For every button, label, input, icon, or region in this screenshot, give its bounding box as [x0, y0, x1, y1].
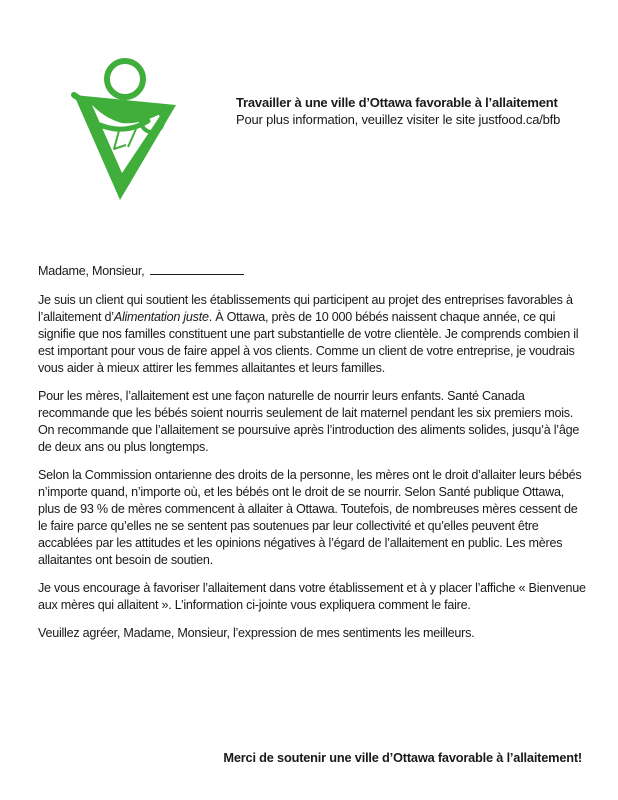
header-block [236, 94, 606, 128]
paragraph-1 [38, 292, 588, 377]
header-title: Travailler à une ville d’Ottawa favorable à l’allaitement [236, 95, 558, 110]
breastfeeding-logo-icon [70, 55, 180, 203]
paragraph-3: Selon la Commission ontarienne des droits de la personne, les mères ont le droit d’allaiter leurs bébés n’importe quand, n’importe où, et les bébés ont le droit de se nourrir. Selon Santé publique Ottawa, plus de 93 % de mères commencent à allaiter à Ottawa. Toutefois, de nombreuses mères cessent de le faire parce qu’elles ne se sentent pas soutenues par leur collectivité et qu’elles peuvent être accablées par les attitudes et les opinions négatives à l’égard de l’allaitement en public. Les mères allaitantes ont besoin de soutien. [38, 468, 582, 567]
closing-line: Veuillez agréer, Madame, Monsieur, l’expression de mes sentiments les meilleurs. [38, 626, 475, 640]
paragraph-1-start: Je suis un client qui soutient les établissements qui participent au projet des entreprises favorables à l’allaitement d’ [38, 293, 573, 324]
footer-thanks: Merci de soutenir une ville d’Ottawa favorable à l’allaitement! [223, 750, 582, 765]
paragraph-4: Je vous encourage à favoriser l’allaitement dans votre établissement et à y placer l’affiche « Bienvenue aux mères qui allaitent ». L’information ci-jointe vous expliquera comment le faire. [38, 581, 586, 612]
letter-body [38, 262, 588, 653]
paragraph-2: Pour les mères, l’allaitement est une façon naturelle de nourrir leurs enfants. Santé Canada recommande que les bébés soient nourris seulement de lait maternel pendant les six premiers mois. On recommande que l’allaitement se poursuive après l’introduction des aliments solides, jusqu’à l’âge de deux ans ou plus longtemps. [38, 389, 580, 454]
name-blank-line [150, 262, 244, 275]
salutation-text: Madame, Monsieur, [38, 264, 145, 278]
paragraph-1-end: . À Ottawa, près de 10 000 bébés naissent chaque année, ce qui signifie que nos familles constituent une part substantielle de votre clientèle. Je comprends combien il est important pour vous de faire appel à vos clients. Comme un client de votre entreprise, je voudrais vous aider à mieux attirer les femmes allaitantes et leurs familles. [38, 310, 579, 375]
paragraph-1-emphasis: Alimentation juste [113, 310, 209, 324]
header-subtitle: Pour plus information, veuillez visiter le site justfood.ca/bfb [236, 112, 561, 127]
salutation-line [38, 262, 588, 280]
